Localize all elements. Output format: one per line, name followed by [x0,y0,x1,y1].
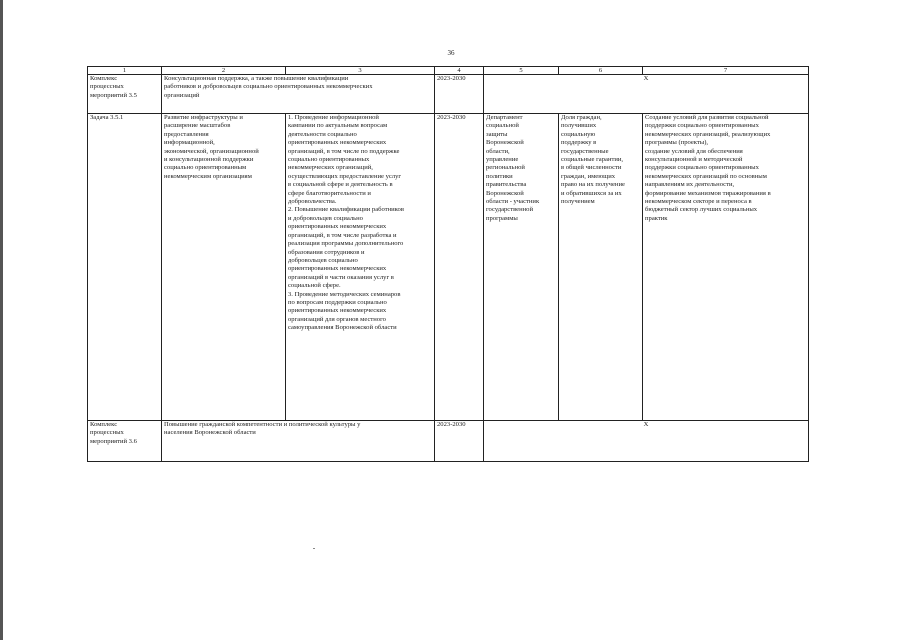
task-3-5-1-task: Развитие инфраструктуры и расширение масштабов предоставления информационной, экономической, организационной и консультационной поддержки социально ориентированным некоммерческим организациям [162,114,286,421]
task-3-5-1-name: Задача 3.5.1 [88,114,162,421]
column-number-3: 3 [286,67,435,75]
task-3-5-1-result: Создание условий для развития социальной поддержки социально ориентированных некоммерческих организаций, реализующих программы (проекты), создание условий для обеспечения консультационной и методической поддержки социально ориентированных некоммерческих организаций по основным направлениям их деятельности, формирование механизмов тиражирования в некоммерческом секторе и переноса в бюджетный сектор лучших социальных практик [643,114,809,421]
complex-3-6-name: Комплекс процессных мероприятий 3.6 [88,421,162,462]
complex-3-6-mark: X [484,421,809,462]
program-table-wrapper [87,66,808,462]
column-number-1: 1 [88,67,162,75]
task-3-5-1-period: 2023-2030 [435,114,484,421]
complex-3-5-name: Комплекс процессных мероприятий 3.5 [88,75,162,114]
column-number-4: 4 [435,67,484,75]
task-3-5-1-responsible: Департамент социальной защиты Воронежской области, управление региональной политики правительства Воронежской области - участник государственной программы [484,114,559,421]
scan-speck [313,548,315,549]
column-number-5: 5 [484,67,559,75]
program-table [87,66,809,462]
column-number-7: 7 [643,67,809,75]
complex-3-5-period: 2023-2030 [435,75,484,114]
column-number-6: 6 [559,67,643,75]
complex-3-6-period: 2023-2030 [435,421,484,462]
scan-edge [0,0,3,640]
column-number-2: 2 [162,67,286,75]
complex-3-5-row [88,75,809,114]
task-3-5-1-actions: 1. Проведение информационной кампании по актуальным вопросам деятельности социально ориентированных некоммерческих организаций, в том числе по поддержке социально ориентированных некоммерческих организаций, осуществляющих предоставление услуг в социальной сфере и деятельность в сфере благотворительности и добровольчества. 2. Повышение квалификации работников и добровольцев социально ориентированных некоммерческих организаций, в том числе разработка и реализация программы дополнительного образования сотрудников и добровольцев социально ориентированных некоммерческих организаций в части оказания услуг в социальной сфере. 3. Проведение методических семинаров по вопросам поддержки социально ориентированных некоммерческих организаций для органов местного самоуправления Воронежской области [286,114,435,421]
task-3-5-1-indicator: Доля граждан, получивших социальную поддержку в государственные социальные гарантии, в общей численности граждан, имеющих право на их получение и обратившихся за их получением [559,114,643,421]
complex-3-5-description: Консультационная поддержка, а также повышение квалификации работников и добровольцев социально ориентированных некоммерческих организаций [162,75,435,114]
complex-3-6-row [88,421,809,462]
page-number: 36 [447,49,455,57]
header-row [88,67,809,75]
task-3-5-1-row [88,114,809,421]
complex-3-5-mark: X [484,75,809,114]
complex-3-6-description: Повышение гражданской компетентности и политической культуры у населения Воронежской области [162,421,435,462]
